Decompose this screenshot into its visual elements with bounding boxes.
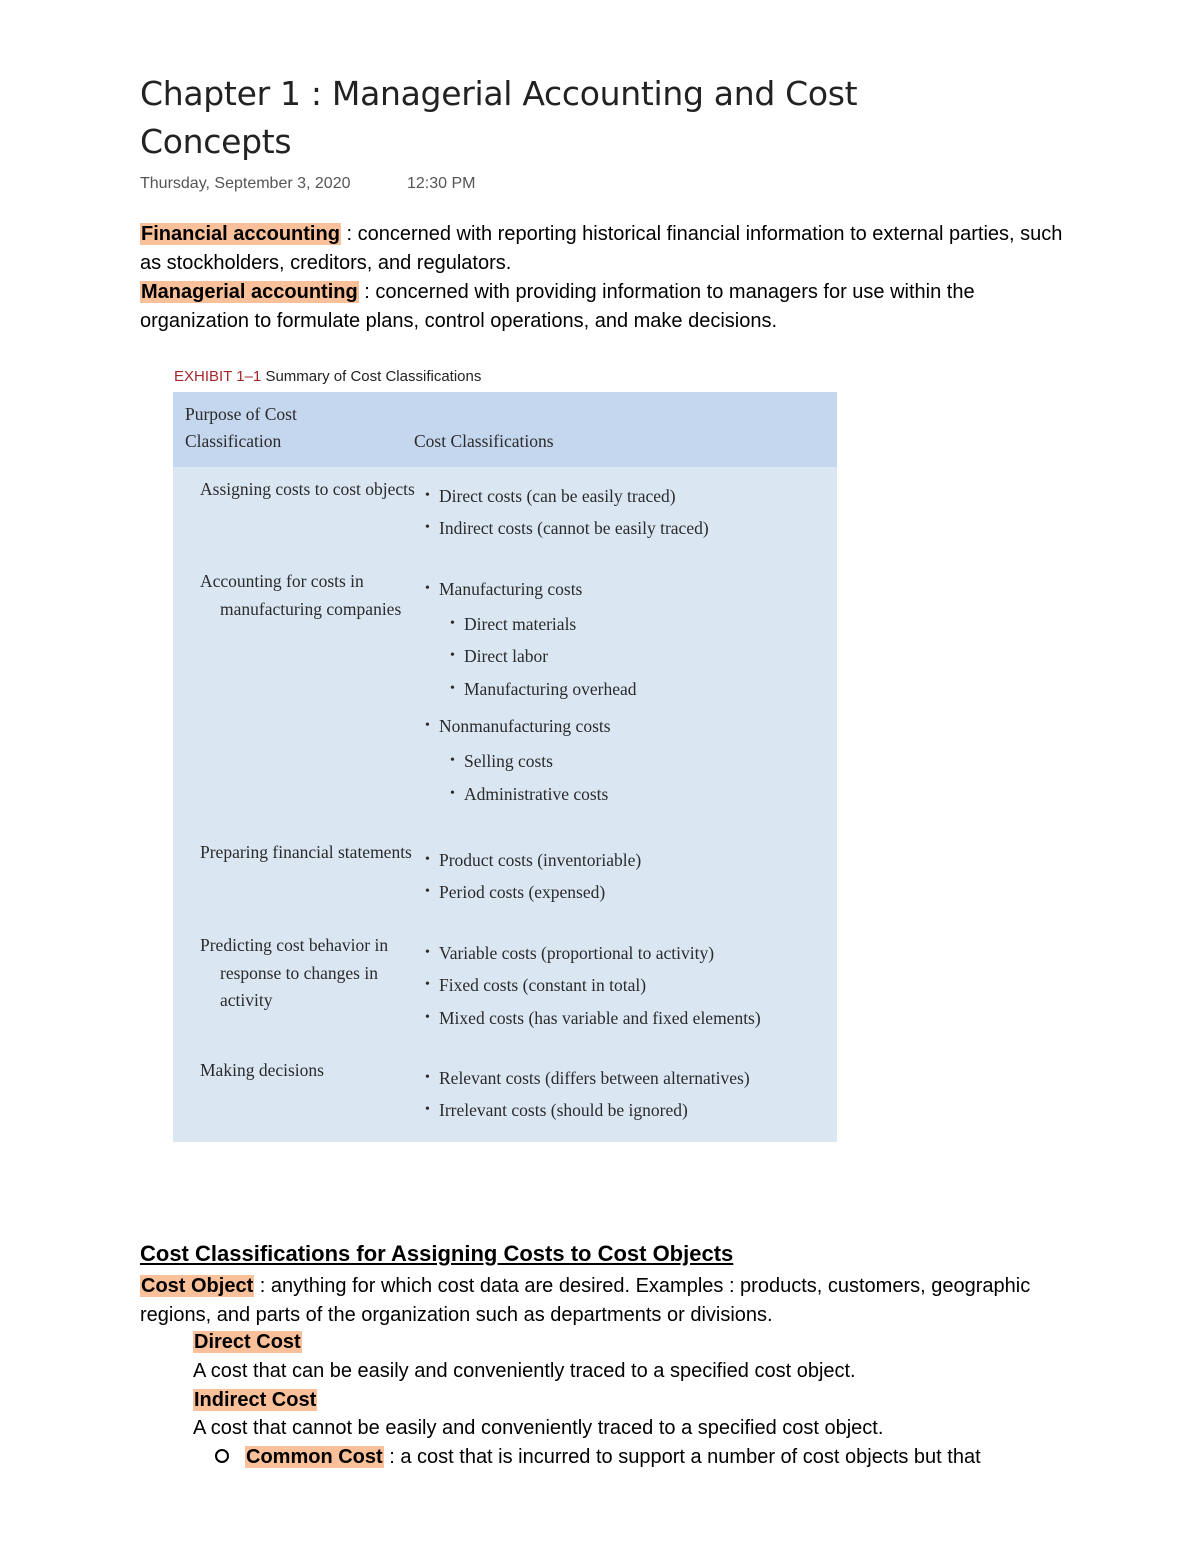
term-indirect-cost: Indirect Cost (194, 1389, 317, 1411)
indirect-cost-definition: A cost that cannot be easily and conveniently traced to a specified cost object. (193, 1417, 884, 1439)
classification-item: • Manufacturing costs (439, 579, 582, 600)
classification-item: • Mixed costs (has variable and fixed elements) (439, 1008, 761, 1029)
classification-item: • Indirect costs (cannot be easily traced) (439, 518, 709, 539)
definition-managerial (140, 278, 1070, 336)
classification-item: • Relevant costs (differs between alternatives) (439, 1068, 750, 1089)
classification-subitem: • Administrative costs (464, 784, 608, 805)
exhibit-header-row (173, 392, 837, 467)
term-common-cost: Common Cost (246, 1446, 383, 1468)
term-direct-cost: Direct Cost (194, 1331, 301, 1353)
page-title: Chapter 1 : Managerial Accounting and Cost Concepts (140, 74, 858, 161)
column-header-purpose: Purpose of Cost Classification (185, 404, 297, 451)
classification-item: • Fixed costs (constant in total) (439, 975, 646, 996)
page-meta (140, 175, 475, 193)
definition-text: : concerned with providing information to managers for use within the organization to formulate plans, control operations, and make decisions. (140, 281, 975, 332)
classification-subitem: • Manufacturing overhead (464, 679, 637, 700)
term-cost-object: Cost Object (141, 1275, 254, 1297)
column-header-classifications: Cost Classifications (414, 431, 554, 451)
classification-item: • Period costs (expensed) (439, 882, 605, 903)
purpose-cell: Predicting cost behavior in response to changes in activity (200, 935, 389, 1010)
classification-item: • Nonmanufacturing costs (439, 716, 611, 737)
term-financial-accounting: Financial accounting (141, 223, 340, 245)
purpose-cell: Assigning costs to cost objects (200, 479, 415, 499)
exhibit-title: Summary of Cost Classifications (261, 368, 482, 385)
definition-financial (140, 220, 1070, 278)
definition-cost-object (140, 1272, 1070, 1330)
classification-subitem: • Direct materials (464, 614, 576, 635)
classification-item: • Direct costs (can be easily traced) (439, 486, 676, 507)
purpose-cell: Accounting for costs in manufacturing companies (200, 571, 402, 619)
exhibit-table (173, 392, 837, 1142)
classification-item: • Irrelevant costs (should be ignored) (439, 1100, 688, 1121)
definition-common-cost (245, 1443, 981, 1472)
exhibit-caption (174, 368, 481, 385)
page-time: 12:30 PM (406, 175, 476, 192)
page-date: Thursday, September 3, 2020 (140, 175, 351, 192)
purpose-cell: Preparing financial statements (200, 842, 412, 862)
definition-text: : concerned with reporting historical financial information to external parties, such as stockholders, creditors, and regulators. (140, 223, 1063, 274)
direct-cost-definition: A cost that can be easily and conveniently traced to a specified cost object. (193, 1360, 856, 1382)
hollow-bullet-icon (215, 1449, 229, 1463)
classification-subitem: • Direct labor (464, 646, 548, 667)
term-indirect-cost-line (193, 1386, 317, 1415)
classification-item: • Product costs (inventoriable) (439, 850, 641, 871)
section-heading: Cost Classifications for Assigning Costs to Cost Objects (140, 1241, 734, 1266)
term-direct-cost-line (193, 1328, 302, 1357)
definition-text: : a cost that is incurred to support a number of cost objects but that (383, 1446, 981, 1468)
term-managerial-accounting: Managerial accounting (141, 281, 358, 303)
exhibit-label: EXHIBIT 1–1 (174, 368, 262, 385)
classification-subitem: • Selling costs (464, 751, 553, 772)
classification-item: • Variable costs (proportional to activity) (439, 943, 714, 964)
purpose-cell: Making decisions (200, 1060, 324, 1080)
definition-text: : anything for which cost data are desired. Examples : products, customers, geographic regions, and parts of the organization such as departments or divisions. (140, 1275, 1031, 1326)
